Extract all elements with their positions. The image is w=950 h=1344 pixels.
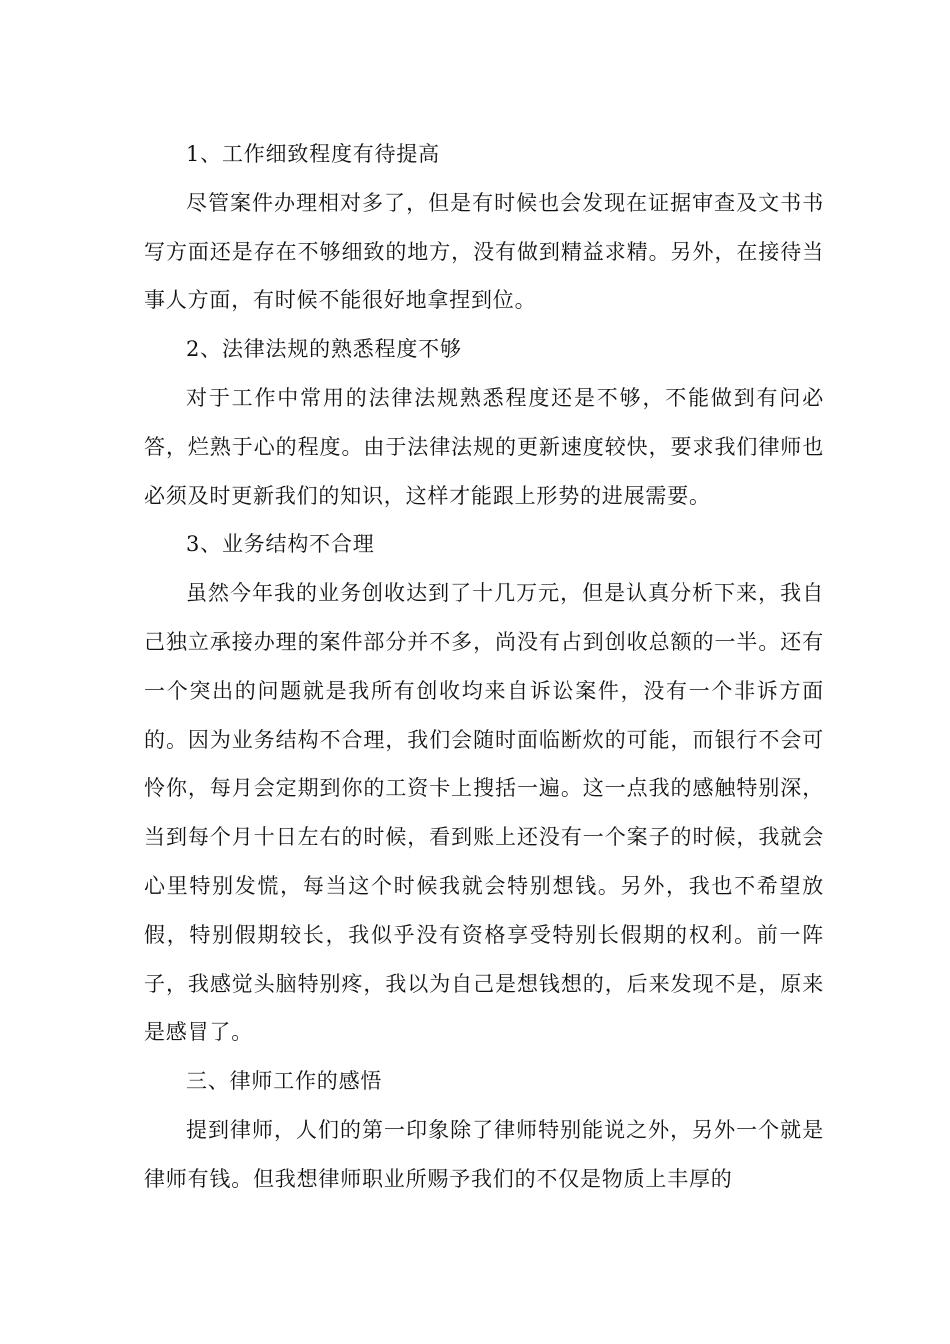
section-heading-3: 3、业务结构不合理 (186, 532, 375, 557)
paragraph-4: 提到律师，人们的第一印象除了律师特别能说之外，另外一个就是律师有钱。但我想律师职业所赐予我们的不仅是物质上丰厚的 (144, 1117, 824, 1191)
document-body (144, 130, 824, 1204)
paragraph-1: 尽管案件办理相对多了，但是有时候也会发现在证据审查及文书书写方面还是存在不够细致的地方，没有做到精益求精。另外，在接待当事人方面，有时候不能很好地拿捏到位。 (144, 190, 824, 313)
section-heading-4: 三、律师工作的感悟 (186, 1069, 383, 1094)
section-heading-2: 2、法律法规的熟悉程度不够 (186, 337, 462, 362)
section-heading-1: 1、工作细致程度有待提高 (186, 142, 440, 166)
paragraph-3: 虽然今年我的业务创收达到了十几万元，但是认真分析下来，我自己独立承接办理的案件部分并不多，尚没有占到创收总额的一半。还有一个突出的问题就是我所有创收均来自诉讼案件，没有一个非诉方面的。因为业务结构不合理，我们会随时面临断炊的可能，而银行不会可怜你，每月会定期到你的工资卡上搜括一遍。这一点我的感触特别深，当到每个月十日左右的时候，看到账上还没有一个案子的时候，我就会心里特别发慌，每当这个时候我就会特别想钱。另外，我也不希望放假，特别假期较长，我似乎没有资格享受特别长假期的权利。前一阵子，我感觉头脑特别疼，我以为自己是想钱想的，后来发现不是，原来是感冒了。 (144, 581, 824, 1045)
paragraph-2: 对于工作中常用的法律法规熟悉程度还是不够，不能做到有问必答，烂熟于心的程度。由于法律法规的更新速度较快，要求我们律师也必须及时更新我们的知识，这样才能跟上形势的进展需要。 (144, 385, 824, 508)
